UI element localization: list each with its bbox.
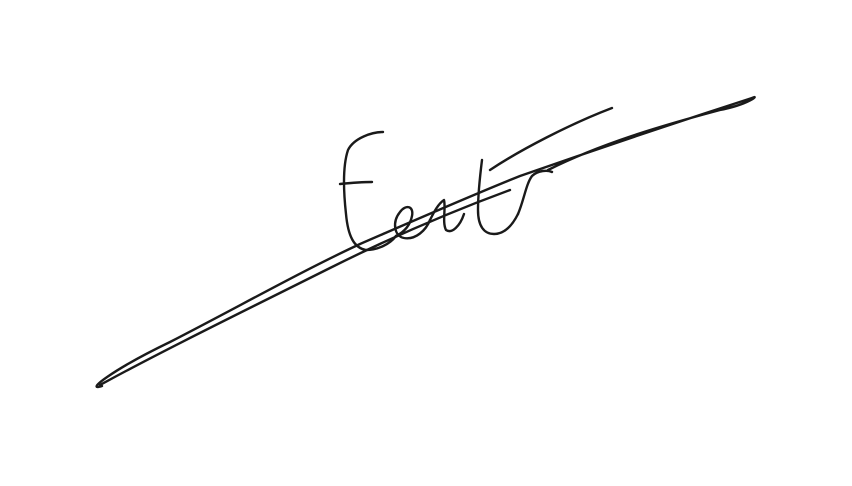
signature-letter-t-cross <box>490 108 612 170</box>
signature-sweep-stroke <box>97 97 755 387</box>
signature-sweep-return <box>100 190 510 385</box>
signature-letter-t-stem <box>478 160 518 234</box>
signature-final-loop <box>518 171 552 214</box>
